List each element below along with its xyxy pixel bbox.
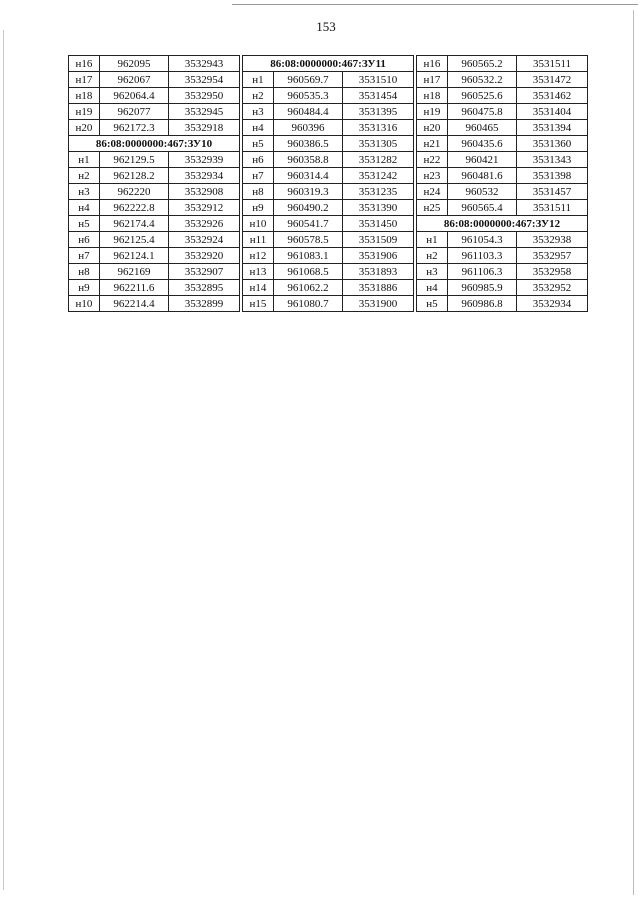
y-coordinate: 3532920 — [169, 248, 240, 264]
page-number: 153 — [316, 19, 336, 34]
table-row — [69, 152, 240, 168]
table-row — [417, 72, 588, 88]
point-label: н21 — [417, 136, 448, 152]
point-label: н8 — [69, 264, 100, 280]
x-coordinate: 962125.4 — [100, 232, 169, 248]
table-row — [417, 232, 588, 248]
point-label: н1 — [69, 152, 100, 168]
y-coordinate: 3531511 — [517, 56, 588, 72]
coordinate-table-middle — [242, 55, 414, 312]
table-row — [69, 200, 240, 216]
y-coordinate: 3532907 — [169, 264, 240, 280]
x-coordinate: 960532 — [448, 184, 517, 200]
x-coordinate: 960358.8 — [274, 152, 343, 168]
y-coordinate: 3532908 — [169, 184, 240, 200]
parcel-header-row — [243, 56, 414, 72]
x-coordinate: 960565.2 — [448, 56, 517, 72]
y-coordinate: 3531242 — [343, 168, 414, 184]
y-coordinate: 3532938 — [517, 232, 588, 248]
point-label: н17 — [417, 72, 448, 88]
y-coordinate: 3531457 — [517, 184, 588, 200]
table-row — [69, 280, 240, 296]
y-coordinate: 3531404 — [517, 104, 588, 120]
x-coordinate: 962124.1 — [100, 248, 169, 264]
point-label: н3 — [69, 184, 100, 200]
y-coordinate: 3531450 — [343, 216, 414, 232]
table-row — [69, 184, 240, 200]
point-label: н11 — [243, 232, 274, 248]
point-label: н15 — [243, 296, 274, 312]
y-coordinate: 3532945 — [169, 104, 240, 120]
table-row — [69, 72, 240, 88]
y-coordinate: 3532957 — [517, 248, 588, 264]
y-coordinate: 3531398 — [517, 168, 588, 184]
table-row — [69, 104, 240, 120]
point-label: н7 — [69, 248, 100, 264]
point-label: н14 — [243, 280, 274, 296]
y-coordinate: 3531395 — [343, 104, 414, 120]
table-row — [243, 248, 414, 264]
table-row — [417, 56, 588, 72]
page-edge-left — [3, 30, 4, 890]
point-label: н9 — [69, 280, 100, 296]
point-label: н10 — [243, 216, 274, 232]
y-coordinate: 3532924 — [169, 232, 240, 248]
point-label: н9 — [243, 200, 274, 216]
point-label: н20 — [69, 120, 100, 136]
y-coordinate: 3531900 — [343, 296, 414, 312]
x-coordinate: 962172.3 — [100, 120, 169, 136]
point-label: н6 — [243, 152, 274, 168]
x-coordinate: 962067 — [100, 72, 169, 88]
x-coordinate: 960421 — [448, 152, 517, 168]
x-coordinate: 960465 — [448, 120, 517, 136]
point-label: н6 — [69, 232, 100, 248]
y-coordinate: 3531462 — [517, 88, 588, 104]
y-coordinate: 3532895 — [169, 280, 240, 296]
point-label: н12 — [243, 248, 274, 264]
table-row — [417, 184, 588, 200]
x-coordinate: 962129.5 — [100, 152, 169, 168]
x-coordinate: 962095 — [100, 56, 169, 72]
point-label: н3 — [243, 104, 274, 120]
y-coordinate: 3532950 — [169, 88, 240, 104]
x-coordinate: 962128.2 — [100, 168, 169, 184]
x-coordinate: 961068.5 — [274, 264, 343, 280]
parcel-header-row — [417, 216, 588, 232]
y-coordinate: 3532954 — [169, 72, 240, 88]
y-coordinate: 3531282 — [343, 152, 414, 168]
table-row — [69, 88, 240, 104]
y-coordinate: 3531906 — [343, 248, 414, 264]
point-label: н5 — [417, 296, 448, 312]
point-label: н19 — [69, 104, 100, 120]
point-label: н20 — [417, 120, 448, 136]
point-label: н16 — [69, 56, 100, 72]
y-coordinate: 3531511 — [517, 200, 588, 216]
point-label: н17 — [69, 72, 100, 88]
point-label: н1 — [243, 72, 274, 88]
x-coordinate: 960525.6 — [448, 88, 517, 104]
point-label: н10 — [69, 296, 100, 312]
y-coordinate: 3531472 — [517, 72, 588, 88]
point-label: н16 — [417, 56, 448, 72]
table-row — [69, 248, 240, 264]
table-row — [243, 72, 414, 88]
point-label: н4 — [69, 200, 100, 216]
x-coordinate: 961103.3 — [448, 248, 517, 264]
x-coordinate: 960484.4 — [274, 104, 343, 120]
y-coordinate: 3532899 — [169, 296, 240, 312]
x-coordinate: 962220 — [100, 184, 169, 200]
y-coordinate: 3532939 — [169, 152, 240, 168]
point-label: н3 — [417, 264, 448, 280]
point-label: н19 — [417, 104, 448, 120]
point-label: н2 — [69, 168, 100, 184]
table-row — [243, 88, 414, 104]
x-coordinate: 962077 — [100, 104, 169, 120]
table-row — [69, 216, 240, 232]
y-coordinate: 3531454 — [343, 88, 414, 104]
page-edge-top — [232, 4, 638, 5]
table-row — [243, 280, 414, 296]
y-coordinate: 3531235 — [343, 184, 414, 200]
parcel-cadastral-number: 86:08:0000000:467:ЗУ11 — [243, 56, 414, 72]
x-coordinate: 961080.7 — [274, 296, 343, 312]
y-coordinate: 3531394 — [517, 120, 588, 136]
y-coordinate: 3531893 — [343, 264, 414, 280]
table-row — [417, 104, 588, 120]
table-row — [243, 136, 414, 152]
y-coordinate: 3532958 — [517, 264, 588, 280]
x-coordinate: 960532.2 — [448, 72, 517, 88]
x-coordinate: 961106.3 — [448, 264, 517, 280]
table-row — [417, 152, 588, 168]
x-coordinate: 962174.4 — [100, 216, 169, 232]
y-coordinate: 3532926 — [169, 216, 240, 232]
x-coordinate: 962211.6 — [100, 280, 169, 296]
point-label: н13 — [243, 264, 274, 280]
table-row — [69, 168, 240, 184]
coordinate-table-right — [416, 55, 588, 312]
point-label: н8 — [243, 184, 274, 200]
x-coordinate: 961083.1 — [274, 248, 343, 264]
table-row — [243, 152, 414, 168]
table-row — [243, 296, 414, 312]
x-coordinate: 960578.5 — [274, 232, 343, 248]
point-label: н4 — [417, 280, 448, 296]
table-row — [69, 264, 240, 280]
y-coordinate: 3532934 — [169, 168, 240, 184]
table-row — [417, 136, 588, 152]
point-label: н5 — [69, 216, 100, 232]
point-label: н23 — [417, 168, 448, 184]
x-coordinate: 962064.4 — [100, 88, 169, 104]
table-row — [243, 216, 414, 232]
table-row — [243, 120, 414, 136]
table-row — [243, 104, 414, 120]
point-label: н18 — [417, 88, 448, 104]
point-label: н2 — [417, 248, 448, 264]
x-coordinate: 962214.4 — [100, 296, 169, 312]
x-coordinate: 962222.8 — [100, 200, 169, 216]
x-coordinate: 960985.9 — [448, 280, 517, 296]
point-label: н22 — [417, 152, 448, 168]
y-coordinate: 3532952 — [517, 280, 588, 296]
table-row — [243, 264, 414, 280]
x-coordinate: 960319.3 — [274, 184, 343, 200]
point-label: н5 — [243, 136, 274, 152]
point-label: н2 — [243, 88, 274, 104]
table-row — [243, 184, 414, 200]
table-row — [417, 120, 588, 136]
y-coordinate: 3531360 — [517, 136, 588, 152]
point-label: н4 — [243, 120, 274, 136]
parcel-header-row — [69, 136, 240, 152]
x-coordinate: 960535.3 — [274, 88, 343, 104]
point-label: н1 — [417, 232, 448, 248]
table-row — [243, 200, 414, 216]
table-row — [69, 232, 240, 248]
coordinate-table-left — [68, 55, 240, 312]
x-coordinate: 960565.4 — [448, 200, 517, 216]
point-label: н25 — [417, 200, 448, 216]
point-label: н24 — [417, 184, 448, 200]
y-coordinate: 3531390 — [343, 200, 414, 216]
x-coordinate: 961054.3 — [448, 232, 517, 248]
table-row — [417, 248, 588, 264]
y-coordinate: 3532934 — [517, 296, 588, 312]
table-row — [417, 88, 588, 104]
point-label: н18 — [69, 88, 100, 104]
x-coordinate: 960569.7 — [274, 72, 343, 88]
x-coordinate: 960386.5 — [274, 136, 343, 152]
parcel-cadastral-number: 86:08:0000000:467:ЗУ10 — [69, 136, 240, 152]
x-coordinate: 960435.6 — [448, 136, 517, 152]
parcel-cadastral-number: 86:08:0000000:467:ЗУ12 — [417, 216, 588, 232]
table-row — [417, 280, 588, 296]
table-row — [69, 120, 240, 136]
y-coordinate: 3531305 — [343, 136, 414, 152]
x-coordinate: 962169 — [100, 264, 169, 280]
y-coordinate: 3531509 — [343, 232, 414, 248]
x-coordinate: 960481.6 — [448, 168, 517, 184]
table-row — [69, 56, 240, 72]
x-coordinate: 961062.2 — [274, 280, 343, 296]
table-row — [69, 296, 240, 312]
point-label: н7 — [243, 168, 274, 184]
table-row — [243, 232, 414, 248]
page-edge-right — [633, 10, 634, 895]
table-row — [417, 264, 588, 280]
y-coordinate: 3531510 — [343, 72, 414, 88]
x-coordinate: 960541.7 — [274, 216, 343, 232]
table-row — [243, 168, 414, 184]
x-coordinate: 960396 — [274, 120, 343, 136]
y-coordinate: 3532918 — [169, 120, 240, 136]
y-coordinate: 3532943 — [169, 56, 240, 72]
x-coordinate: 960986.8 — [448, 296, 517, 312]
y-coordinate: 3531343 — [517, 152, 588, 168]
table-row — [417, 296, 588, 312]
y-coordinate: 3531316 — [343, 120, 414, 136]
x-coordinate: 960314.4 — [274, 168, 343, 184]
x-coordinate: 960475.8 — [448, 104, 517, 120]
y-coordinate: 3531886 — [343, 280, 414, 296]
x-coordinate: 960490.2 — [274, 200, 343, 216]
table-row — [417, 168, 588, 184]
table-row — [417, 200, 588, 216]
y-coordinate: 3532912 — [169, 200, 240, 216]
